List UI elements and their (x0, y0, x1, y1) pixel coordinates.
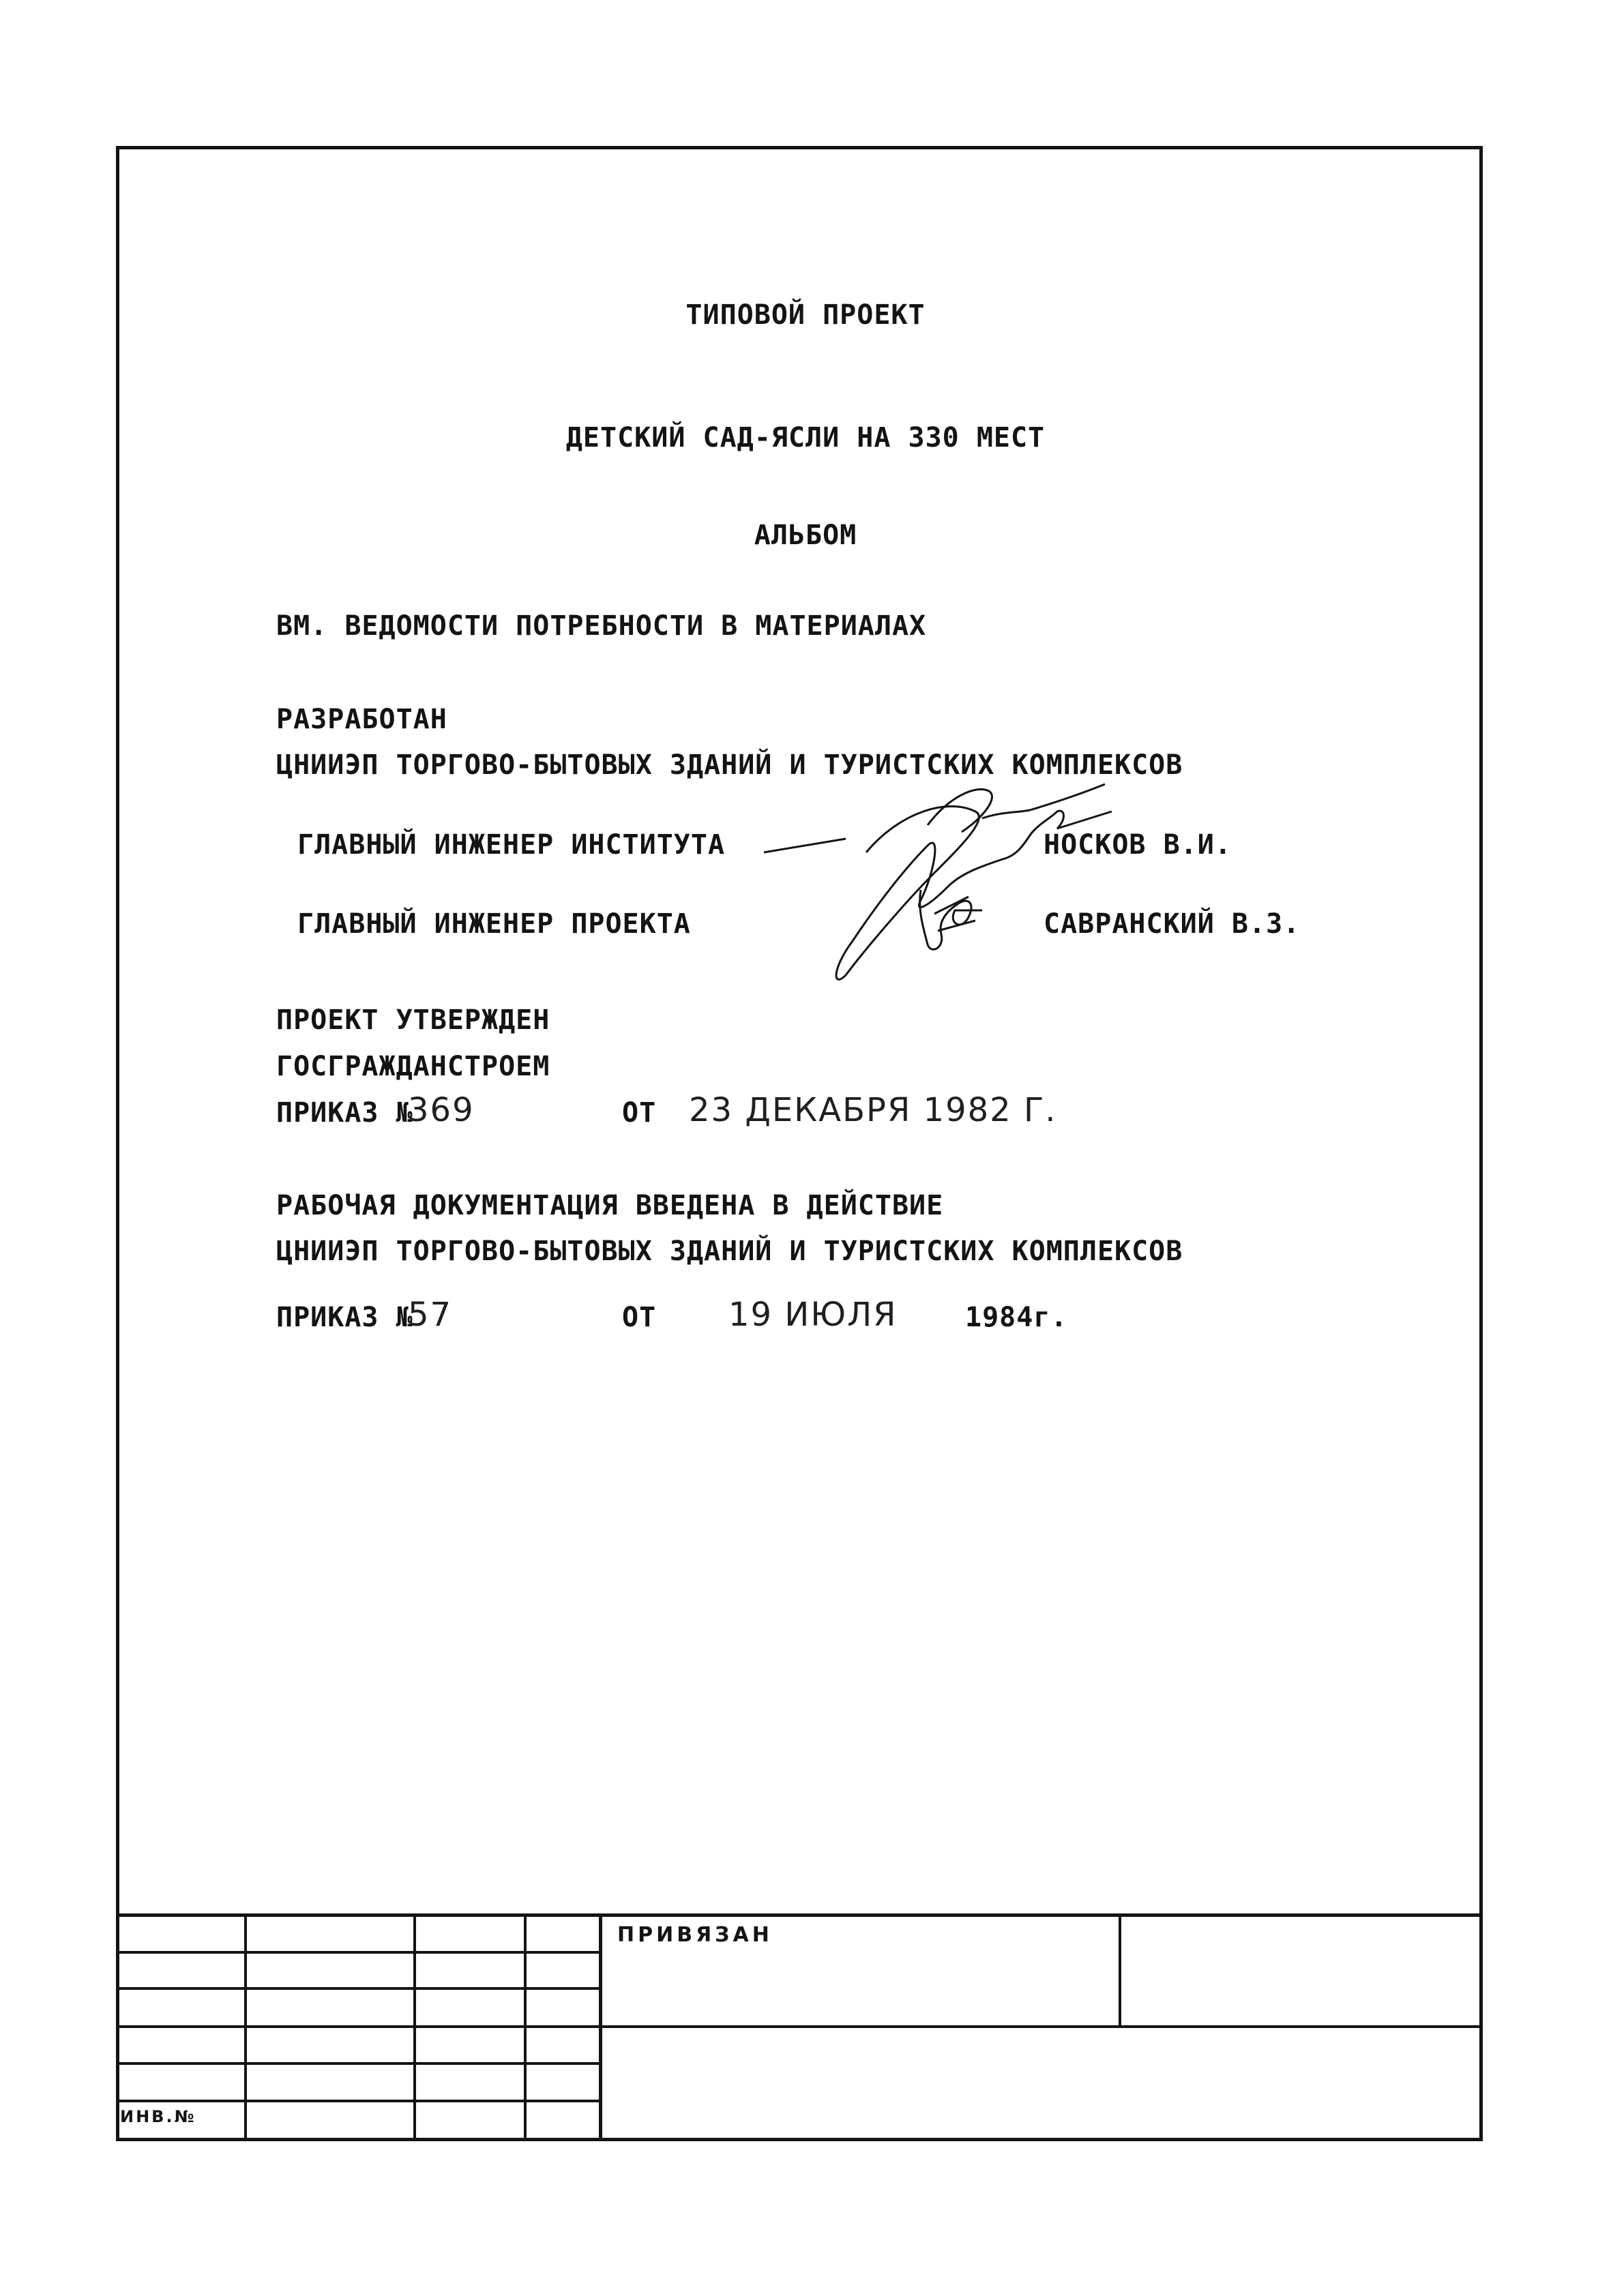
stamp-row-line (116, 2100, 600, 2102)
stamp-bound-label: ПРИВЯЗАН (617, 1923, 773, 1947)
chief-engineer-project-position: ГЛАВНЫЙ ИНЖЕНЕР ПРОЕКТА (297, 908, 691, 940)
stamp-row-line (116, 2062, 600, 2065)
stamp-col-line (1119, 1913, 1121, 2027)
approval-order-number: 369 (408, 1091, 475, 1129)
stamp-top-line (116, 1913, 1483, 1917)
album-title: ВМ. ВЕДОМОСТИ ПОТРЕБНОСТИ В МАТЕРИАЛАХ (276, 610, 927, 642)
project-name: ДЕТСКИЙ САД-ЯСЛИ НА 330 МЕСТ (565, 422, 1046, 453)
stamp-col-line (524, 1913, 527, 2141)
chief-engineer-project-name: САВРАНСКИЙ В.З. (1044, 908, 1301, 940)
document-type-heading: ТИПОВОЙ ПРОЕКТ (685, 299, 926, 331)
approval-order-date: 23 ДЕКАБРЯ 1982 Г. (689, 1091, 1057, 1129)
stamp-inventory-label: ИНВ.№ (120, 2107, 196, 2126)
chief-engineer-institute-position: ГЛАВНЫЙ ИНЖЕНЕР ИНСТИТУТА (297, 829, 726, 861)
enactment-order-year: 1984г. (965, 1302, 1068, 1333)
stamp-row-line (116, 1951, 600, 1954)
enactment-order-day-month: 19 ИЮЛЯ (728, 1296, 898, 1334)
stamp-row-line (116, 1987, 600, 1990)
signature-chief-engineer-project (907, 883, 989, 958)
stamp-col-line (599, 1913, 602, 2141)
enactment-order-label: ПРИКАЗ № (276, 1302, 413, 1333)
enactment-order-number: 57 (408, 1296, 453, 1334)
album-label: АЛЬБОМ (754, 520, 857, 551)
developer-organization: ЦНИИЭП ТОРГОВО-БЫТОВЫХ ЗДАНИЙ И ТУРИСТСКИХ КОМПЛЕКСОВ (276, 749, 1183, 781)
chief-engineer-institute-name: НОСКОВ В.И. (1044, 829, 1232, 861)
developed-label: РАЗРАБОТАН (276, 704, 447, 735)
stamp-col-line (413, 1913, 416, 2141)
approval-from-label: ОТ (622, 1097, 657, 1129)
approval-order-label: ПРИКАЗ № (276, 1097, 413, 1129)
enactment-from-label: ОТ (622, 1302, 657, 1333)
approval-line1: ПРОЕКТ УТВЕРЖДЕН (276, 1004, 550, 1036)
stamp-col-line (244, 1913, 247, 2141)
enactment-line2: ЦНИИЭП ТОРГОВО-БЫТОВЫХ ЗДАНИЙ И ТУРИСТСКИХ КОМПЛЕКСОВ (276, 1236, 1183, 1267)
enactment-line1: РАБОЧАЯ ДОКУМЕНТАЦИЯ ВВЕДЕНА В ДЕЙСТВИЕ (276, 1190, 944, 1221)
stamp-row-line (116, 2025, 1483, 2028)
approval-line2: ГОСГРАЖДАНСТРОЕМ (276, 1051, 550, 1082)
